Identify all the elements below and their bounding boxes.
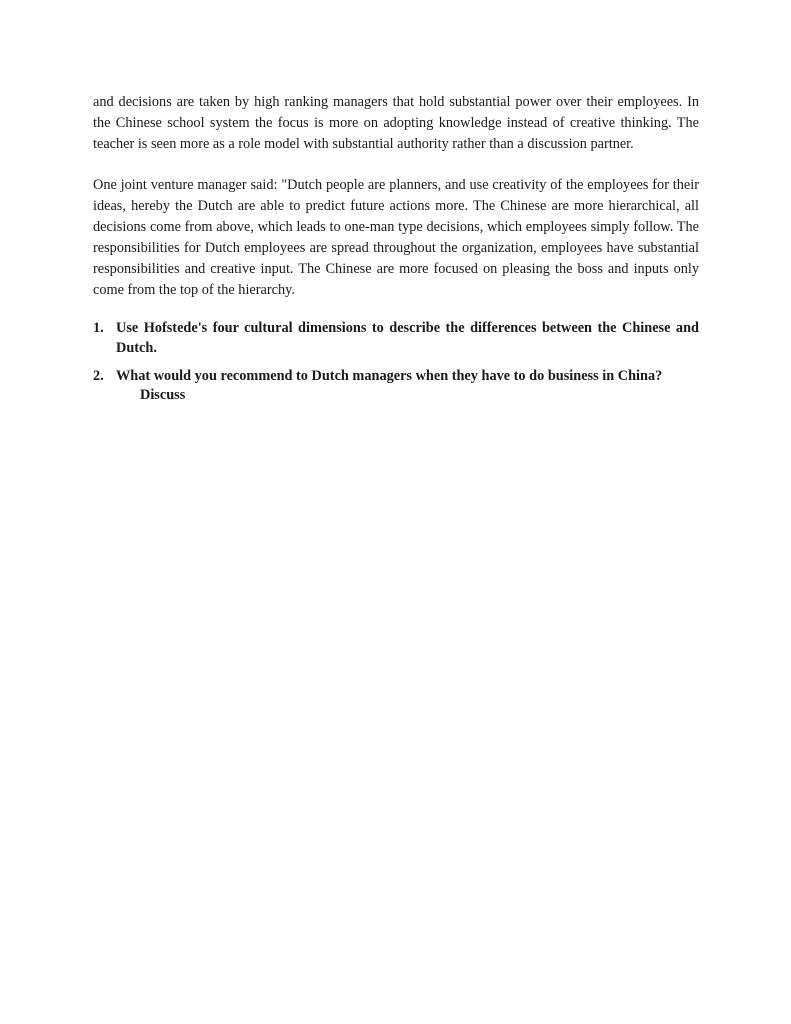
discuss-label: Discuss — [140, 386, 186, 403]
question-text: What would you recommend to Dutch managers when they have to do business in China? — [116, 368, 663, 384]
paragraph-context: and decisions are taken by high ranking managers that hold substantial power over their employees. In the Chinese school system the focus is more on adopting knowledge instead of creative thinking. The teacher is seen more as a role model with substantial authority rather than a discussion partner. — [93, 94, 699, 152]
question-number: 1. — [93, 320, 104, 336]
question-list — [93, 319, 699, 405]
question-number: 2. — [93, 368, 104, 384]
question-item — [93, 319, 699, 358]
question-item — [93, 367, 699, 405]
paragraph-quote: One joint venture manager said: "Dutch people are planners, and use creativity of the employees for their ideas, hereby the Dutch are able to predict future actions more. The Chinese are more hierarchical, all decisions come from above, which leads to one-man type decisions, which employees simply follow. The responsibilities for Dutch employees are spread throughout the organization, employees have substantial responsibilities and creative input. The Chinese are more focused on pleasing the boss and inputs only come from the top of the hierarchy. — [93, 177, 699, 298]
document-body — [93, 92, 699, 405]
question-text: Use Hofstede's four cultural dimensions to describe the differences between the Chinese and Dutch. — [116, 320, 699, 356]
